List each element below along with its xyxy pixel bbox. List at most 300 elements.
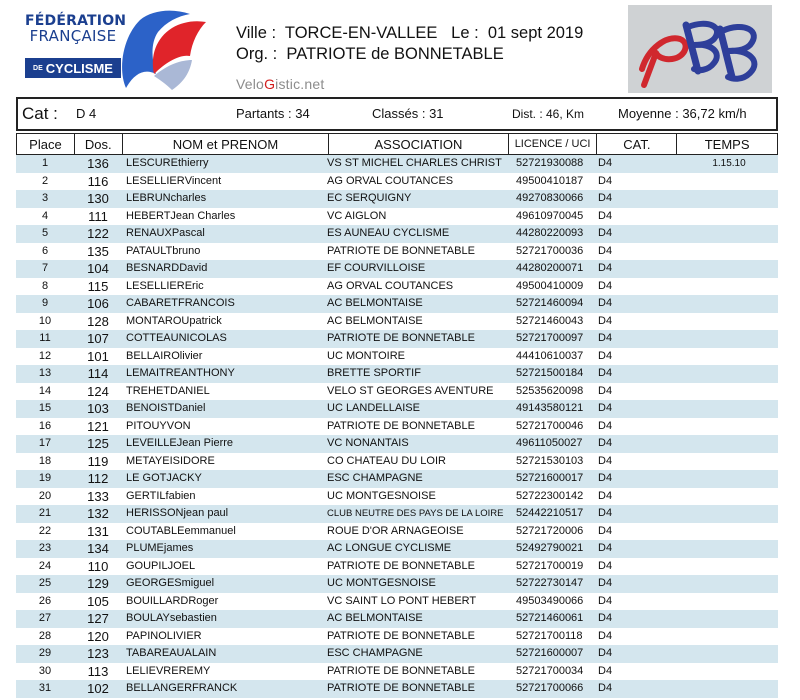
cell-nom: PLUME <box>126 542 164 554</box>
cell-nom: BESNARD <box>126 262 180 274</box>
cell-cat: D4 <box>598 157 613 169</box>
table-row <box>16 540 778 558</box>
moyenne: Moyenne : 36,72 km/h <box>618 106 747 121</box>
col-association: ASSOCIATION <box>329 134 509 154</box>
cell-prenom: thierry <box>177 157 209 169</box>
cell-name <box>126 575 214 593</box>
cell-nom: TREHET <box>126 384 170 397</box>
cell-association: VC SAINT LO PONT HEBERT <box>327 594 477 607</box>
cell-name <box>126 435 233 453</box>
cell-place: 8 <box>41 279 49 292</box>
cell-licence: 52721700019 <box>516 559 584 572</box>
cell-cat: D4 <box>598 314 613 327</box>
cell-place: 25 <box>38 577 52 589</box>
cell-name <box>126 313 222 331</box>
table-row <box>16 505 778 523</box>
cell-association: ES AUNEAU CYCLISME <box>327 227 450 239</box>
cell-prenom: JOEL <box>167 559 196 572</box>
cell-cat: D4 <box>598 472 613 484</box>
cell-association: ESC CHAMPAGNE <box>327 647 423 659</box>
table-row <box>16 610 778 628</box>
table-row <box>16 435 778 453</box>
table-row <box>16 278 778 296</box>
cell-association: AC LONGUE CYCLISME <box>327 542 452 554</box>
cell-prenom: Jean Charles <box>170 209 236 222</box>
results-table <box>16 133 778 698</box>
cell-place: 3 <box>41 192 49 204</box>
cell-prenom: FRANCOIS <box>177 297 235 309</box>
cell-prenom: JACKY <box>166 472 202 484</box>
table-row <box>16 645 778 663</box>
cell-licence: 52535620098 <box>516 384 584 397</box>
cell-nom: COTTEAU <box>126 332 179 344</box>
cell-dos: 125 <box>87 436 109 451</box>
cell-cat: D4 <box>598 192 613 204</box>
table-row <box>16 243 778 261</box>
cell-licence: 52721720006 <box>516 524 584 537</box>
cell-name <box>126 400 205 418</box>
cell-prenom: REMY <box>178 664 211 677</box>
cell-association: AC BELMONTAISE <box>327 297 423 309</box>
cell-place: 15 <box>38 402 52 414</box>
cell-licence: 52722300142 <box>516 489 584 502</box>
cell-nom: PATAULT <box>126 244 173 257</box>
cell-association: PATRIOTE DE BONNETABLE <box>327 419 475 432</box>
cell-dos: 107 <box>87 331 109 346</box>
cell-place: 23 <box>38 542 52 554</box>
cell-prenom: NICOLAS <box>178 332 227 344</box>
ffc-line1: FÉDÉRATION <box>25 13 127 29</box>
cat-label: Cat : <box>22 104 58 123</box>
cell-prenom: fabien <box>165 489 196 502</box>
cell-name <box>126 470 202 488</box>
cell-dos: 112 <box>87 471 109 486</box>
cell-cat: D4 <box>598 542 613 554</box>
table-row <box>16 558 778 576</box>
cell-dos: 105 <box>87 593 109 609</box>
cell-prenom: OLIVIER <box>158 629 202 642</box>
cell-place: 1 <box>41 157 49 169</box>
cell-licence: 49270830066 <box>516 192 584 204</box>
cell-dos: 119 <box>87 453 109 469</box>
col-temps: TEMPS <box>704 136 750 152</box>
cat-value: D 4 <box>76 106 97 121</box>
table-row <box>16 488 778 506</box>
cell-association: PATRIOTE DE BONNETABLE <box>327 244 475 257</box>
cell-place: 20 <box>38 489 52 502</box>
cell-cat: D4 <box>598 629 613 642</box>
cell-association: PATRIOTE DE BONNETABLE <box>327 629 475 642</box>
cell-name <box>126 155 209 173</box>
cell-name <box>126 505 228 523</box>
cell-cat: D4 <box>598 174 613 187</box>
cell-association: ESC CHAMPAGNE <box>327 472 423 484</box>
cell-nom: LEVEILLE <box>126 437 177 449</box>
cell-name <box>126 453 215 471</box>
cell-dos: 130 <box>87 191 109 206</box>
cell-licence: 49610970045 <box>516 209 584 222</box>
table-row <box>16 453 778 471</box>
cell-association: PATRIOTE DE BONNETABLE <box>327 664 475 677</box>
table-row <box>16 680 778 698</box>
cell-dos: 103 <box>87 401 109 416</box>
cell-prenom: jean paul <box>183 507 229 519</box>
cell-place: 7 <box>41 262 49 274</box>
cell-place: 10 <box>38 314 52 327</box>
cell-association: PATRIOTE DE BONNETABLE <box>327 559 475 572</box>
race-info-bar <box>16 97 778 131</box>
table-row <box>16 173 778 191</box>
cell-association: UC LANDELLAISE <box>327 402 420 414</box>
cell-cat: D4 <box>598 682 613 694</box>
col-place: Place <box>17 134 75 154</box>
cell-dos: 127 <box>87 611 109 626</box>
cell-prenom: ISIDORE <box>169 454 215 467</box>
table-row <box>16 418 778 436</box>
cell-place: 31 <box>38 682 52 694</box>
cell-prenom: DANIEL <box>170 384 210 397</box>
table-row <box>16 593 778 611</box>
ville-line: Ville : TORCE-EN-VALLEE Le : 01 sept 2019 <box>236 24 584 42</box>
cell-licence: 52721500184 <box>516 367 584 379</box>
cell-prenom: james <box>163 542 194 554</box>
cell-name <box>126 190 206 208</box>
cell-nom: TABAREAU <box>126 647 185 659</box>
cell-licence: 49500410009 <box>516 279 584 292</box>
cell-dos: 133 <box>87 488 109 504</box>
table-row <box>16 628 778 646</box>
cell-nom: BENOIST <box>126 402 175 414</box>
velogistic-credit <box>236 76 324 92</box>
table-row <box>16 365 778 383</box>
ffc-logo-text <box>25 13 127 45</box>
cell-name <box>126 208 235 226</box>
cell-licence: 52721530103 <box>516 454 584 467</box>
cell-name <box>126 523 236 541</box>
cell-association: VS ST MICHEL CHARLES CHRIST <box>327 157 502 169</box>
table-row <box>16 225 778 243</box>
cell-nom: PITOU <box>126 419 160 432</box>
col-dos: Dos. <box>75 134 123 154</box>
cell-nom: BOUILLARD <box>126 594 189 607</box>
table-row <box>16 190 778 208</box>
cell-association: AC BELMONTAISE <box>327 314 423 327</box>
cell-place: 19 <box>38 472 52 484</box>
cell-dos: 111 <box>88 208 108 224</box>
cell-cat: D4 <box>598 594 613 607</box>
table-row <box>16 523 778 541</box>
table-row <box>16 348 778 366</box>
cell-dos: 120 <box>87 628 109 644</box>
cell-cat: D4 <box>598 402 613 414</box>
cell-nom: LEBRUN <box>126 192 171 204</box>
cell-prenom: Daniel <box>174 402 206 414</box>
cell-cat: D4 <box>598 664 613 677</box>
cell-dos: 101 <box>87 348 109 364</box>
cell-temps: 1.15.10 <box>712 158 746 169</box>
cell-licence: 52442210517 <box>516 507 584 519</box>
table-row <box>16 155 778 173</box>
cell-licence: 52721460043 <box>516 314 584 327</box>
cell-place: 21 <box>38 507 52 519</box>
cell-dos: 113 <box>87 663 109 679</box>
cell-prenom: Pascal <box>171 227 205 239</box>
cell-name <box>126 330 227 348</box>
cell-place: 27 <box>38 612 52 624</box>
cell-nom: GEORGES <box>126 577 182 589</box>
cell-licence: 49611050027 <box>516 437 583 449</box>
cell-licence: 52721700066 <box>516 682 584 694</box>
table-row <box>16 663 778 681</box>
ffc-band-text: CYCLISME <box>45 60 113 76</box>
cell-cat: D4 <box>598 332 613 344</box>
cell-place: 2 <box>41 174 49 187</box>
cell-name <box>126 173 221 191</box>
cell-cat: D4 <box>598 559 613 572</box>
cell-association: ROUE D'OR ARNAGEOISE <box>327 524 464 537</box>
cell-place: 9 <box>41 297 49 309</box>
cell-cat: D4 <box>598 297 613 309</box>
cell-name <box>126 680 237 698</box>
cell-name <box>126 540 193 558</box>
cell-licence: 49503490066 <box>516 594 584 607</box>
cell-licence: 52721460061 <box>516 612 584 624</box>
cell-association: EF COURVILLOISE <box>327 262 426 274</box>
cell-prenom: ANTHONY <box>181 367 235 379</box>
cell-cat: D4 <box>598 577 613 589</box>
cell-licence: 52721600007 <box>516 647 584 659</box>
cell-place: 18 <box>38 454 52 467</box>
velo-part-b: istic.net <box>275 76 325 92</box>
cell-dos: 114 <box>87 366 109 381</box>
cell-association: PATRIOTE DE BONNETABLE <box>327 682 475 694</box>
cell-nom: METAYE <box>126 454 170 467</box>
velo-part-a: Velo <box>236 76 265 92</box>
cell-association: CO CHATEAU DU LOIR <box>327 454 446 467</box>
table-row <box>16 470 778 488</box>
cell-place: 24 <box>38 559 52 572</box>
cell-cat: D4 <box>598 384 613 397</box>
cell-dos: 131 <box>87 523 109 539</box>
cell-place: 4 <box>41 209 49 222</box>
cell-name <box>126 278 204 296</box>
cell-association: AG ORVAL COUTANCES <box>327 174 454 187</box>
cell-place: 13 <box>38 367 52 379</box>
cell-name <box>126 243 200 261</box>
table-row <box>16 260 778 278</box>
cell-licence: 52721600017 <box>516 472 584 484</box>
cell-nom: GOUPIL <box>126 559 168 572</box>
cell-name <box>126 558 195 576</box>
cell-dos: 136 <box>87 156 109 171</box>
cell-licence: 52721700034 <box>516 664 584 677</box>
table-row <box>16 400 778 418</box>
cell-cat: D4 <box>598 262 613 274</box>
cell-cat: D4 <box>598 437 613 449</box>
cell-place: 14 <box>38 384 52 397</box>
cell-cat: D4 <box>598 349 613 362</box>
cell-nom: COUTABLE <box>126 524 185 537</box>
cell-dos: 110 <box>87 558 109 574</box>
cell-place: 11 <box>39 332 51 344</box>
table-row <box>16 330 778 348</box>
cell-dos: 135 <box>87 243 109 259</box>
cell-name <box>126 225 205 243</box>
cell-nom: HEBERT <box>126 209 171 222</box>
cell-nom: LESELLIER <box>126 279 185 292</box>
cell-cat: D4 <box>598 227 613 239</box>
cell-nom: BELLANGER <box>126 682 193 694</box>
cell-dos: 122 <box>87 226 109 241</box>
cell-nom: BELLAIR <box>126 349 172 362</box>
cell-association: CLUB NEUTRE DES PAYS DE LA LOIRE <box>327 508 504 519</box>
cell-cat: D4 <box>598 507 613 519</box>
cell-licence: 52721930088 <box>516 157 584 169</box>
classes: Classés : 31 <box>372 106 444 121</box>
cell-name <box>126 260 207 278</box>
cell-name <box>126 663 210 681</box>
cell-prenom: emmanuel <box>184 524 236 537</box>
cell-dos: 106 <box>87 296 109 311</box>
cell-nom: LESELLIER <box>126 174 185 187</box>
cell-association: AG ORVAL COUTANCES <box>327 279 454 292</box>
ffc-de: DE <box>33 64 43 72</box>
cell-association: AC BELMONTAISE <box>327 612 423 624</box>
table-body <box>16 155 778 698</box>
cell-licence: 52721700036 <box>516 244 584 257</box>
ffc-line2: FRANÇAISE <box>29 27 117 45</box>
col-licence: LICENCE / UCI <box>509 134 598 154</box>
table-row <box>16 575 778 593</box>
table-row <box>16 208 778 226</box>
cell-nom: BOULAY <box>126 612 170 624</box>
cell-cat: D4 <box>598 454 613 467</box>
cell-cat: D4 <box>598 612 613 624</box>
cell-prenom: Jean Pierre <box>176 437 234 449</box>
cell-place: 12 <box>38 349 52 362</box>
table-row <box>16 295 778 313</box>
ffc-band <box>25 58 121 78</box>
cell-prenom: David <box>179 262 208 274</box>
table-row <box>16 383 778 401</box>
velo-part-g: G <box>264 76 276 92</box>
cell-licence: 52722730147 <box>516 577 584 589</box>
cell-licence: 52721700097 <box>516 332 584 344</box>
cell-prenom: FRANCK <box>192 682 238 694</box>
cell-dos: 129 <box>87 576 109 591</box>
cell-licence: 52492790021 <box>516 542 584 554</box>
cell-prenom: ALAIN <box>184 647 217 659</box>
cell-prenom: YVON <box>159 419 191 432</box>
cell-nom: LEMAITRE <box>126 367 182 379</box>
table-header <box>16 133 778 155</box>
cell-dos: 104 <box>87 261 109 276</box>
cell-name <box>126 295 235 313</box>
cell-name <box>126 418 191 436</box>
cell-cat: D4 <box>598 367 613 379</box>
cell-prenom: Eric <box>184 279 204 292</box>
cell-nom: LE GOT <box>126 472 167 484</box>
cell-place: 22 <box>38 524 52 537</box>
cell-dos: 115 <box>87 278 109 294</box>
cell-dos: 128 <box>87 313 109 329</box>
col-nom: NOM et PRENOM <box>123 134 329 154</box>
cell-association: VC AIGLON <box>327 209 387 222</box>
cell-dos: 116 <box>87 173 109 189</box>
cell-licence: 44410610037 <box>516 349 584 362</box>
cell-licence: 52721460094 <box>516 297 584 309</box>
cell-dos: 124 <box>87 383 109 399</box>
cell-cat: D4 <box>598 524 613 537</box>
cell-nom: PAPIN <box>126 629 159 642</box>
cell-licence: 44280220093 <box>516 227 584 239</box>
cell-name <box>126 593 218 611</box>
cell-association: BRETTE SPORTIF <box>327 367 421 379</box>
cell-association: UC MONTGESNOISE <box>327 577 436 589</box>
cell-prenom: Olivier <box>171 349 203 362</box>
cell-prenom: Vincent <box>184 174 222 187</box>
org-line: Org. : PATRIOTE de BONNETABLE <box>236 45 504 63</box>
cell-name <box>126 645 216 663</box>
cell-dos: 121 <box>87 418 109 434</box>
cell-nom: LESCURE <box>126 157 178 169</box>
cell-licence: 52721700046 <box>516 419 584 432</box>
cell-cat: D4 <box>598 209 613 222</box>
cell-name <box>126 610 217 628</box>
cell-place: 30 <box>38 664 52 677</box>
cell-name <box>126 365 235 383</box>
cell-place: 29 <box>38 647 52 659</box>
cell-place: 16 <box>38 419 52 432</box>
cell-licence: 52721700118 <box>516 629 583 642</box>
cell-nom: MONTAROU <box>126 314 190 327</box>
cell-prenom: Roger <box>188 594 219 607</box>
partants: Partants : 34 <box>236 106 310 121</box>
cell-nom: HERISSON <box>126 507 184 519</box>
cell-nom: LELIEVRE <box>126 664 179 677</box>
cell-prenom: bruno <box>172 244 201 257</box>
cell-prenom: charles <box>170 192 207 204</box>
cell-name <box>126 383 210 401</box>
cell-licence: 49500410187 <box>516 174 584 187</box>
cell-place: 6 <box>41 244 49 257</box>
cell-prenom: patrick <box>189 314 222 327</box>
cell-dos: 102 <box>87 681 109 696</box>
cell-licence: 44280200071 <box>516 262 584 274</box>
cell-name <box>126 348 202 366</box>
cell-association: VELO ST GEORGES AVENTURE <box>327 384 494 397</box>
cell-association: EC SERQUIGNY <box>327 192 412 204</box>
cell-association: UC MONTGESNOISE <box>327 489 436 502</box>
cell-cat: D4 <box>598 489 613 502</box>
cell-nom: RENAUX <box>126 227 172 239</box>
cell-prenom: miguel <box>181 577 215 589</box>
cell-place: 5 <box>41 227 49 239</box>
cell-nom: CABARET <box>126 297 178 309</box>
table-row <box>16 313 778 331</box>
col-cat: CAT. <box>597 134 677 154</box>
cell-cat: D4 <box>598 419 613 432</box>
cell-dos: 134 <box>87 541 109 556</box>
cell-name <box>126 628 202 646</box>
cell-prenom: sebastien <box>169 612 217 624</box>
cell-place: 28 <box>38 629 52 642</box>
cell-dos: 123 <box>87 646 109 661</box>
cell-cat: D4 <box>598 244 613 257</box>
cell-place: 26 <box>38 594 52 607</box>
cell-association: UC MONTOIRE <box>327 349 406 362</box>
cell-dos: 132 <box>87 506 109 521</box>
